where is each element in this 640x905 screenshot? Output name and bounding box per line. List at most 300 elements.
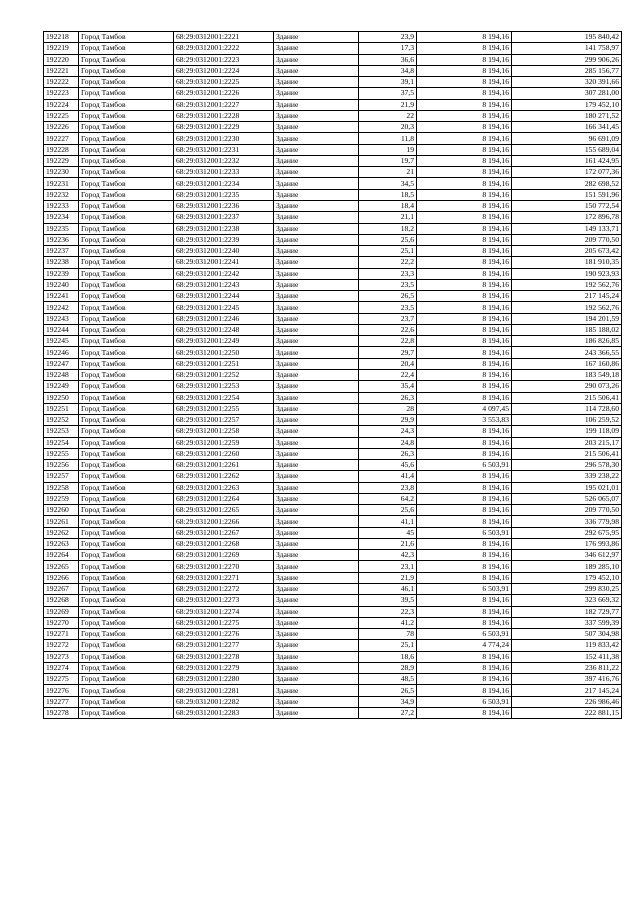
record-number-cell: 192265 <box>44 561 79 572</box>
area-cell: 18,2 <box>359 223 417 234</box>
area-cell: 17,3 <box>359 43 417 54</box>
cadastral-number-cell: 68:29:0312001:2274 <box>174 606 274 617</box>
area-cell: 25,6 <box>359 505 417 516</box>
record-number-cell: 192221 <box>44 65 79 76</box>
cadastral-value-cell: 114 728,60 <box>512 403 622 414</box>
specific-value-cell: 8 194,16 <box>417 32 512 43</box>
area-cell: 37,5 <box>359 88 417 99</box>
cadastral-value-cell: 185 188,02 <box>512 324 622 335</box>
record-number-cell: 192272 <box>44 640 79 651</box>
specific-value-cell: 4 774,24 <box>417 640 512 651</box>
table-row <box>44 561 622 572</box>
object-type-cell: Здание <box>274 448 359 459</box>
table-row <box>44 493 622 504</box>
specific-value-cell: 8 194,16 <box>417 291 512 302</box>
specific-value-cell: 8 194,16 <box>417 336 512 347</box>
cadastral-value-cell: 119 833,42 <box>512 640 622 651</box>
object-type-cell: Здание <box>274 133 359 144</box>
city-cell: Город Тамбов <box>79 561 174 572</box>
table-row <box>44 77 622 88</box>
city-cell: Город Тамбов <box>79 336 174 347</box>
city-cell: Город Тамбов <box>79 54 174 65</box>
specific-value-cell: 8 194,16 <box>417 471 512 482</box>
record-number-cell: 192245 <box>44 336 79 347</box>
cadastral-number-cell: 68:29:0312001:2249 <box>174 336 274 347</box>
table-row <box>44 167 622 178</box>
area-cell: 48,5 <box>359 674 417 685</box>
object-type-cell: Здание <box>274 268 359 279</box>
cadastral-value-cell: 323 669,32 <box>512 595 622 606</box>
cadastral-value-cell: 397 416,76 <box>512 674 622 685</box>
record-number-cell: 192236 <box>44 234 79 245</box>
specific-value-cell: 8 194,16 <box>417 381 512 392</box>
specific-value-cell: 8 194,16 <box>417 110 512 121</box>
area-cell: 26,5 <box>359 685 417 696</box>
city-cell: Город Тамбов <box>79 32 174 43</box>
object-type-cell: Здание <box>274 246 359 257</box>
table-row <box>44 595 622 606</box>
cadastral-number-cell: 68:29:0312001:2233 <box>174 167 274 178</box>
specific-value-cell: 8 194,16 <box>417 268 512 279</box>
record-number-cell: 192256 <box>44 460 79 471</box>
cadastral-number-cell: 68:29:0312001:2245 <box>174 302 274 313</box>
cadastral-number-cell: 68:29:0312001:2268 <box>174 538 274 549</box>
cadastral-number-cell: 68:29:0312001:2236 <box>174 200 274 211</box>
city-cell: Город Тамбов <box>79 268 174 279</box>
city-cell: Город Тамбов <box>79 617 174 628</box>
object-type-cell: Здание <box>274 572 359 583</box>
table-row <box>44 437 622 448</box>
record-number-cell: 192264 <box>44 550 79 561</box>
cadastral-value-cell: 205 673,42 <box>512 246 622 257</box>
table-row <box>44 629 622 640</box>
cadastral-number-cell: 68:29:0312001:2224 <box>174 65 274 76</box>
record-number-cell: 192267 <box>44 584 79 595</box>
cadastral-value-cell: 166 341,45 <box>512 122 622 133</box>
city-cell: Город Тамбов <box>79 133 174 144</box>
cadastral-value-cell: 141 758,97 <box>512 43 622 54</box>
cadastral-number-cell: 68:29:0312001:2225 <box>174 77 274 88</box>
cadastral-value-cell: 190 923,93 <box>512 268 622 279</box>
city-cell: Город Тамбов <box>79 279 174 290</box>
cadastral-number-cell: 68:29:0312001:2248 <box>174 324 274 335</box>
cadastral-number-cell: 68:29:0312001:2251 <box>174 358 274 369</box>
record-number-cell: 192235 <box>44 223 79 234</box>
cadastral-number-cell: 68:29:0312001:2231 <box>174 144 274 155</box>
table-row <box>44 110 622 121</box>
specific-value-cell: 8 194,16 <box>417 54 512 65</box>
cadastral-value-cell: 292 675,95 <box>512 527 622 538</box>
object-type-cell: Здание <box>274 505 359 516</box>
area-cell: 22,2 <box>359 257 417 268</box>
cadastral-value-cell: 203 215,17 <box>512 437 622 448</box>
record-number-cell: 192271 <box>44 629 79 640</box>
area-cell: 21,9 <box>359 572 417 583</box>
table-row <box>44 347 622 358</box>
cadastral-number-cell: 68:29:0312001:2254 <box>174 392 274 403</box>
area-cell: 19,7 <box>359 155 417 166</box>
cadastral-number-cell: 68:29:0312001:2273 <box>174 595 274 606</box>
cadastral-number-cell: 68:29:0312001:2257 <box>174 415 274 426</box>
table-row <box>44 584 622 595</box>
object-type-cell: Здание <box>274 110 359 121</box>
cadastral-number-cell: 68:29:0312001:2237 <box>174 212 274 223</box>
table-row <box>44 122 622 133</box>
cadastral-value-cell: 176 993,86 <box>512 538 622 549</box>
table-row <box>44 223 622 234</box>
area-cell: 28 <box>359 403 417 414</box>
cadastral-number-cell: 68:29:0312001:2244 <box>174 291 274 302</box>
city-cell: Город Тамбов <box>79 43 174 54</box>
cadastral-number-cell: 68:29:0312001:2272 <box>174 584 274 595</box>
cadastral-number-cell: 68:29:0312001:2246 <box>174 313 274 324</box>
cadastral-number-cell: 68:29:0312001:2234 <box>174 178 274 189</box>
cadastral-number-cell: 68:29:0312001:2263 <box>174 482 274 493</box>
cadastral-value-cell: 189 285,10 <box>512 561 622 572</box>
record-number-cell: 192239 <box>44 268 79 279</box>
object-type-cell: Здание <box>274 88 359 99</box>
cadastral-number-cell: 68:29:0312001:2228 <box>174 110 274 121</box>
record-number-cell: 192253 <box>44 426 79 437</box>
specific-value-cell: 8 194,16 <box>417 358 512 369</box>
table-row <box>44 212 622 223</box>
record-number-cell: 192258 <box>44 482 79 493</box>
city-cell: Город Тамбов <box>79 606 174 617</box>
cadastral-value-cell: 182 729,77 <box>512 606 622 617</box>
specific-value-cell: 8 194,16 <box>417 617 512 628</box>
city-cell: Город Тамбов <box>79 167 174 178</box>
object-type-cell: Здание <box>274 212 359 223</box>
area-cell: 35,4 <box>359 381 417 392</box>
object-type-cell: Здание <box>274 606 359 617</box>
specific-value-cell: 4 097,45 <box>417 403 512 414</box>
specific-value-cell: 8 194,16 <box>417 572 512 583</box>
table-row <box>44 516 622 527</box>
table-row <box>44 291 622 302</box>
table-row <box>44 32 622 43</box>
record-number-cell: 192227 <box>44 133 79 144</box>
city-cell: Город Тамбов <box>79 200 174 211</box>
record-number-cell: 192278 <box>44 707 79 718</box>
object-type-cell: Здание <box>274 144 359 155</box>
specific-value-cell: 8 194,16 <box>417 437 512 448</box>
cadastral-value-cell: 320 391,66 <box>512 77 622 88</box>
area-cell: 20,3 <box>359 122 417 133</box>
area-cell: 25,1 <box>359 640 417 651</box>
specific-value-cell: 8 194,16 <box>417 685 512 696</box>
table-row <box>44 606 622 617</box>
area-cell: 24,3 <box>359 426 417 437</box>
cadastral-value-cell: 209 770,50 <box>512 234 622 245</box>
document-page <box>43 31 622 719</box>
area-cell: 29,9 <box>359 415 417 426</box>
cadastral-number-cell: 68:29:0312001:2243 <box>174 279 274 290</box>
cadastral-value-cell: 186 826,85 <box>512 336 622 347</box>
specific-value-cell: 8 194,16 <box>417 167 512 178</box>
table-row <box>44 662 622 673</box>
table-row <box>44 279 622 290</box>
table-row <box>44 358 622 369</box>
cadastral-value-cell: 192 562,76 <box>512 279 622 290</box>
area-cell: 78 <box>359 629 417 640</box>
area-cell: 23,7 <box>359 313 417 324</box>
table-row <box>44 189 622 200</box>
cadastral-value-cell: 150 772,54 <box>512 200 622 211</box>
table-row <box>44 336 622 347</box>
cadastral-number-cell: 68:29:0312001:2259 <box>174 437 274 448</box>
object-type-cell: Здание <box>274 347 359 358</box>
area-cell: 27,2 <box>359 707 417 718</box>
area-cell: 45,6 <box>359 460 417 471</box>
record-number-cell: 192276 <box>44 685 79 696</box>
table-row <box>44 572 622 583</box>
city-cell: Город Тамбов <box>79 347 174 358</box>
table-row <box>44 257 622 268</box>
record-number-cell: 192229 <box>44 155 79 166</box>
cadastral-value-cell: 346 612,97 <box>512 550 622 561</box>
area-cell: 26,5 <box>359 291 417 302</box>
record-number-cell: 192269 <box>44 606 79 617</box>
cadastral-number-cell: 68:29:0312001:2252 <box>174 369 274 380</box>
specific-value-cell: 8 194,16 <box>417 674 512 685</box>
cadastral-number-cell: 68:29:0312001:2240 <box>174 246 274 257</box>
record-number-cell: 192230 <box>44 167 79 178</box>
city-cell: Город Тамбов <box>79 257 174 268</box>
cadastral-value-cell: 290 073,26 <box>512 381 622 392</box>
table-row <box>44 426 622 437</box>
cadastral-number-cell: 68:29:0312001:2255 <box>174 403 274 414</box>
area-cell: 64,2 <box>359 493 417 504</box>
record-number-cell: 192249 <box>44 381 79 392</box>
specific-value-cell: 8 194,16 <box>417 155 512 166</box>
cadastral-value-cell: 299 906,26 <box>512 54 622 65</box>
cadastral-value-cell: 299 830,25 <box>512 584 622 595</box>
specific-value-cell: 8 194,16 <box>417 347 512 358</box>
cadastral-value-cell: 152 411,38 <box>512 651 622 662</box>
cadastral-value-cell: 192 562,76 <box>512 302 622 313</box>
cadastral-number-cell: 68:29:0312001:2221 <box>174 32 274 43</box>
specific-value-cell: 8 194,16 <box>417 550 512 561</box>
record-number-cell: 192270 <box>44 617 79 628</box>
object-type-cell: Здание <box>274 662 359 673</box>
table-row <box>44 246 622 257</box>
area-cell: 41,1 <box>359 516 417 527</box>
cadastral-value-cell: 243 366,55 <box>512 347 622 358</box>
object-type-cell: Здание <box>274 43 359 54</box>
record-number-cell: 192218 <box>44 32 79 43</box>
city-cell: Город Тамбов <box>79 696 174 707</box>
specific-value-cell: 6 503,91 <box>417 527 512 538</box>
object-type-cell: Здание <box>274 640 359 651</box>
object-type-cell: Здание <box>274 122 359 133</box>
table-row <box>44 651 622 662</box>
object-type-cell: Здание <box>274 584 359 595</box>
city-cell: Город Тамбов <box>79 572 174 583</box>
specific-value-cell: 8 194,16 <box>417 595 512 606</box>
area-cell: 42,3 <box>359 550 417 561</box>
specific-value-cell: 8 194,16 <box>417 88 512 99</box>
area-cell: 23,1 <box>359 561 417 572</box>
specific-value-cell: 8 194,16 <box>417 538 512 549</box>
cadastral-value-cell: 183 549,18 <box>512 369 622 380</box>
record-number-cell: 192246 <box>44 347 79 358</box>
area-cell: 22,8 <box>359 336 417 347</box>
specific-value-cell: 8 194,16 <box>417 234 512 245</box>
table-row <box>44 505 622 516</box>
area-cell: 41,2 <box>359 617 417 628</box>
cadastral-value-table <box>43 31 622 719</box>
record-number-cell: 192266 <box>44 572 79 583</box>
specific-value-cell: 8 194,16 <box>417 279 512 290</box>
record-number-cell: 192262 <box>44 527 79 538</box>
city-cell: Город Тамбов <box>79 505 174 516</box>
city-cell: Город Тамбов <box>79 246 174 257</box>
cadastral-value-cell: 282 698,52 <box>512 178 622 189</box>
city-cell: Город Тамбов <box>79 685 174 696</box>
cadastral-value-cell: 307 281,00 <box>512 88 622 99</box>
area-cell: 45 <box>359 527 417 538</box>
area-cell: 34,9 <box>359 696 417 707</box>
city-cell: Город Тамбов <box>79 369 174 380</box>
record-number-cell: 192259 <box>44 493 79 504</box>
area-cell: 23,5 <box>359 279 417 290</box>
record-number-cell: 192223 <box>44 88 79 99</box>
cadastral-number-cell: 68:29:0312001:2260 <box>174 448 274 459</box>
table-row <box>44 527 622 538</box>
table-row <box>44 392 622 403</box>
table-body <box>44 32 622 719</box>
city-cell: Город Тамбов <box>79 460 174 471</box>
cadastral-number-cell: 68:29:0312001:2281 <box>174 685 274 696</box>
record-number-cell: 192268 <box>44 595 79 606</box>
cadastral-value-cell: 236 811,22 <box>512 662 622 673</box>
cadastral-number-cell: 68:29:0312001:2232 <box>174 155 274 166</box>
object-type-cell: Здание <box>274 279 359 290</box>
cadastral-value-cell: 199 118,09 <box>512 426 622 437</box>
table-row <box>44 43 622 54</box>
table-row <box>44 550 622 561</box>
object-type-cell: Здание <box>274 403 359 414</box>
record-number-cell: 192252 <box>44 415 79 426</box>
specific-value-cell: 8 194,16 <box>417 392 512 403</box>
table-row <box>44 234 622 245</box>
specific-value-cell: 8 194,16 <box>417 651 512 662</box>
specific-value-cell: 8 194,16 <box>417 448 512 459</box>
cadastral-value-cell: 217 145,24 <box>512 685 622 696</box>
cadastral-number-cell: 68:29:0312001:2235 <box>174 189 274 200</box>
record-number-cell: 192263 <box>44 538 79 549</box>
table-row <box>44 99 622 110</box>
specific-value-cell: 8 194,16 <box>417 133 512 144</box>
city-cell: Город Тамбов <box>79 122 174 133</box>
record-number-cell: 192240 <box>44 279 79 290</box>
cadastral-number-cell: 68:29:0312001:2227 <box>174 99 274 110</box>
table-row <box>44 302 622 313</box>
specific-value-cell: 8 194,16 <box>417 369 512 380</box>
area-cell: 20,4 <box>359 358 417 369</box>
cadastral-value-cell: 337 599,39 <box>512 617 622 628</box>
record-number-cell: 192251 <box>44 403 79 414</box>
city-cell: Город Тамбов <box>79 291 174 302</box>
specific-value-cell: 8 194,16 <box>417 561 512 572</box>
object-type-cell: Здание <box>274 155 359 166</box>
object-type-cell: Здание <box>274 257 359 268</box>
record-number-cell: 192225 <box>44 110 79 121</box>
area-cell: 34,5 <box>359 178 417 189</box>
record-number-cell: 192232 <box>44 189 79 200</box>
specific-value-cell: 8 194,16 <box>417 144 512 155</box>
area-cell: 11,8 <box>359 133 417 144</box>
city-cell: Город Тамбов <box>79 324 174 335</box>
specific-value-cell: 8 194,16 <box>417 505 512 516</box>
record-number-cell: 192247 <box>44 358 79 369</box>
cadastral-value-cell: 526 065,07 <box>512 493 622 504</box>
specific-value-cell: 8 194,16 <box>417 65 512 76</box>
cadastral-number-cell: 68:29:0312001:2258 <box>174 426 274 437</box>
cadastral-value-cell: 215 506,41 <box>512 392 622 403</box>
city-cell: Город Тамбов <box>79 189 174 200</box>
cadastral-value-cell: 507 304,98 <box>512 629 622 640</box>
table-row <box>44 369 622 380</box>
cadastral-value-cell: 172 896,78 <box>512 212 622 223</box>
specific-value-cell: 8 194,16 <box>417 43 512 54</box>
city-cell: Город Тамбов <box>79 629 174 640</box>
cadastral-value-cell: 336 779,98 <box>512 516 622 527</box>
object-type-cell: Здание <box>274 696 359 707</box>
object-type-cell: Здание <box>274 77 359 88</box>
cadastral-number-cell: 68:29:0312001:2271 <box>174 572 274 583</box>
object-type-cell: Здание <box>274 369 359 380</box>
specific-value-cell: 6 503,91 <box>417 629 512 640</box>
object-type-cell: Здание <box>274 54 359 65</box>
object-type-cell: Здание <box>274 313 359 324</box>
city-cell: Город Тамбов <box>79 448 174 459</box>
table-row <box>44 313 622 324</box>
table-row <box>44 448 622 459</box>
object-type-cell: Здание <box>274 302 359 313</box>
city-cell: Город Тамбов <box>79 651 174 662</box>
city-cell: Город Тамбов <box>79 313 174 324</box>
object-type-cell: Здание <box>274 617 359 628</box>
object-type-cell: Здание <box>274 707 359 718</box>
specific-value-cell: 8 194,16 <box>417 189 512 200</box>
cadastral-number-cell: 68:29:0312001:2269 <box>174 550 274 561</box>
cadastral-value-cell: 181 910,35 <box>512 257 622 268</box>
record-number-cell: 192275 <box>44 674 79 685</box>
area-cell: 21,6 <box>359 538 417 549</box>
city-cell: Город Тамбов <box>79 99 174 110</box>
cadastral-number-cell: 68:29:0312001:2242 <box>174 268 274 279</box>
object-type-cell: Здание <box>274 324 359 335</box>
cadastral-number-cell: 68:29:0312001:2264 <box>174 493 274 504</box>
area-cell: 23,8 <box>359 482 417 493</box>
specific-value-cell: 8 194,16 <box>417 257 512 268</box>
area-cell: 21,1 <box>359 212 417 223</box>
specific-value-cell: 8 194,16 <box>417 178 512 189</box>
object-type-cell: Здание <box>274 392 359 403</box>
record-number-cell: 192243 <box>44 313 79 324</box>
cadastral-value-cell: 296 578,30 <box>512 460 622 471</box>
specific-value-cell: 8 194,16 <box>417 482 512 493</box>
area-cell: 34,8 <box>359 65 417 76</box>
cadastral-value-cell: 222 881,15 <box>512 707 622 718</box>
city-cell: Город Тамбов <box>79 403 174 414</box>
cadastral-number-cell: 68:29:0312001:2283 <box>174 707 274 718</box>
specific-value-cell: 3 553,83 <box>417 415 512 426</box>
record-number-cell: 192255 <box>44 448 79 459</box>
cadastral-number-cell: 68:29:0312001:2261 <box>174 460 274 471</box>
record-number-cell: 192238 <box>44 257 79 268</box>
